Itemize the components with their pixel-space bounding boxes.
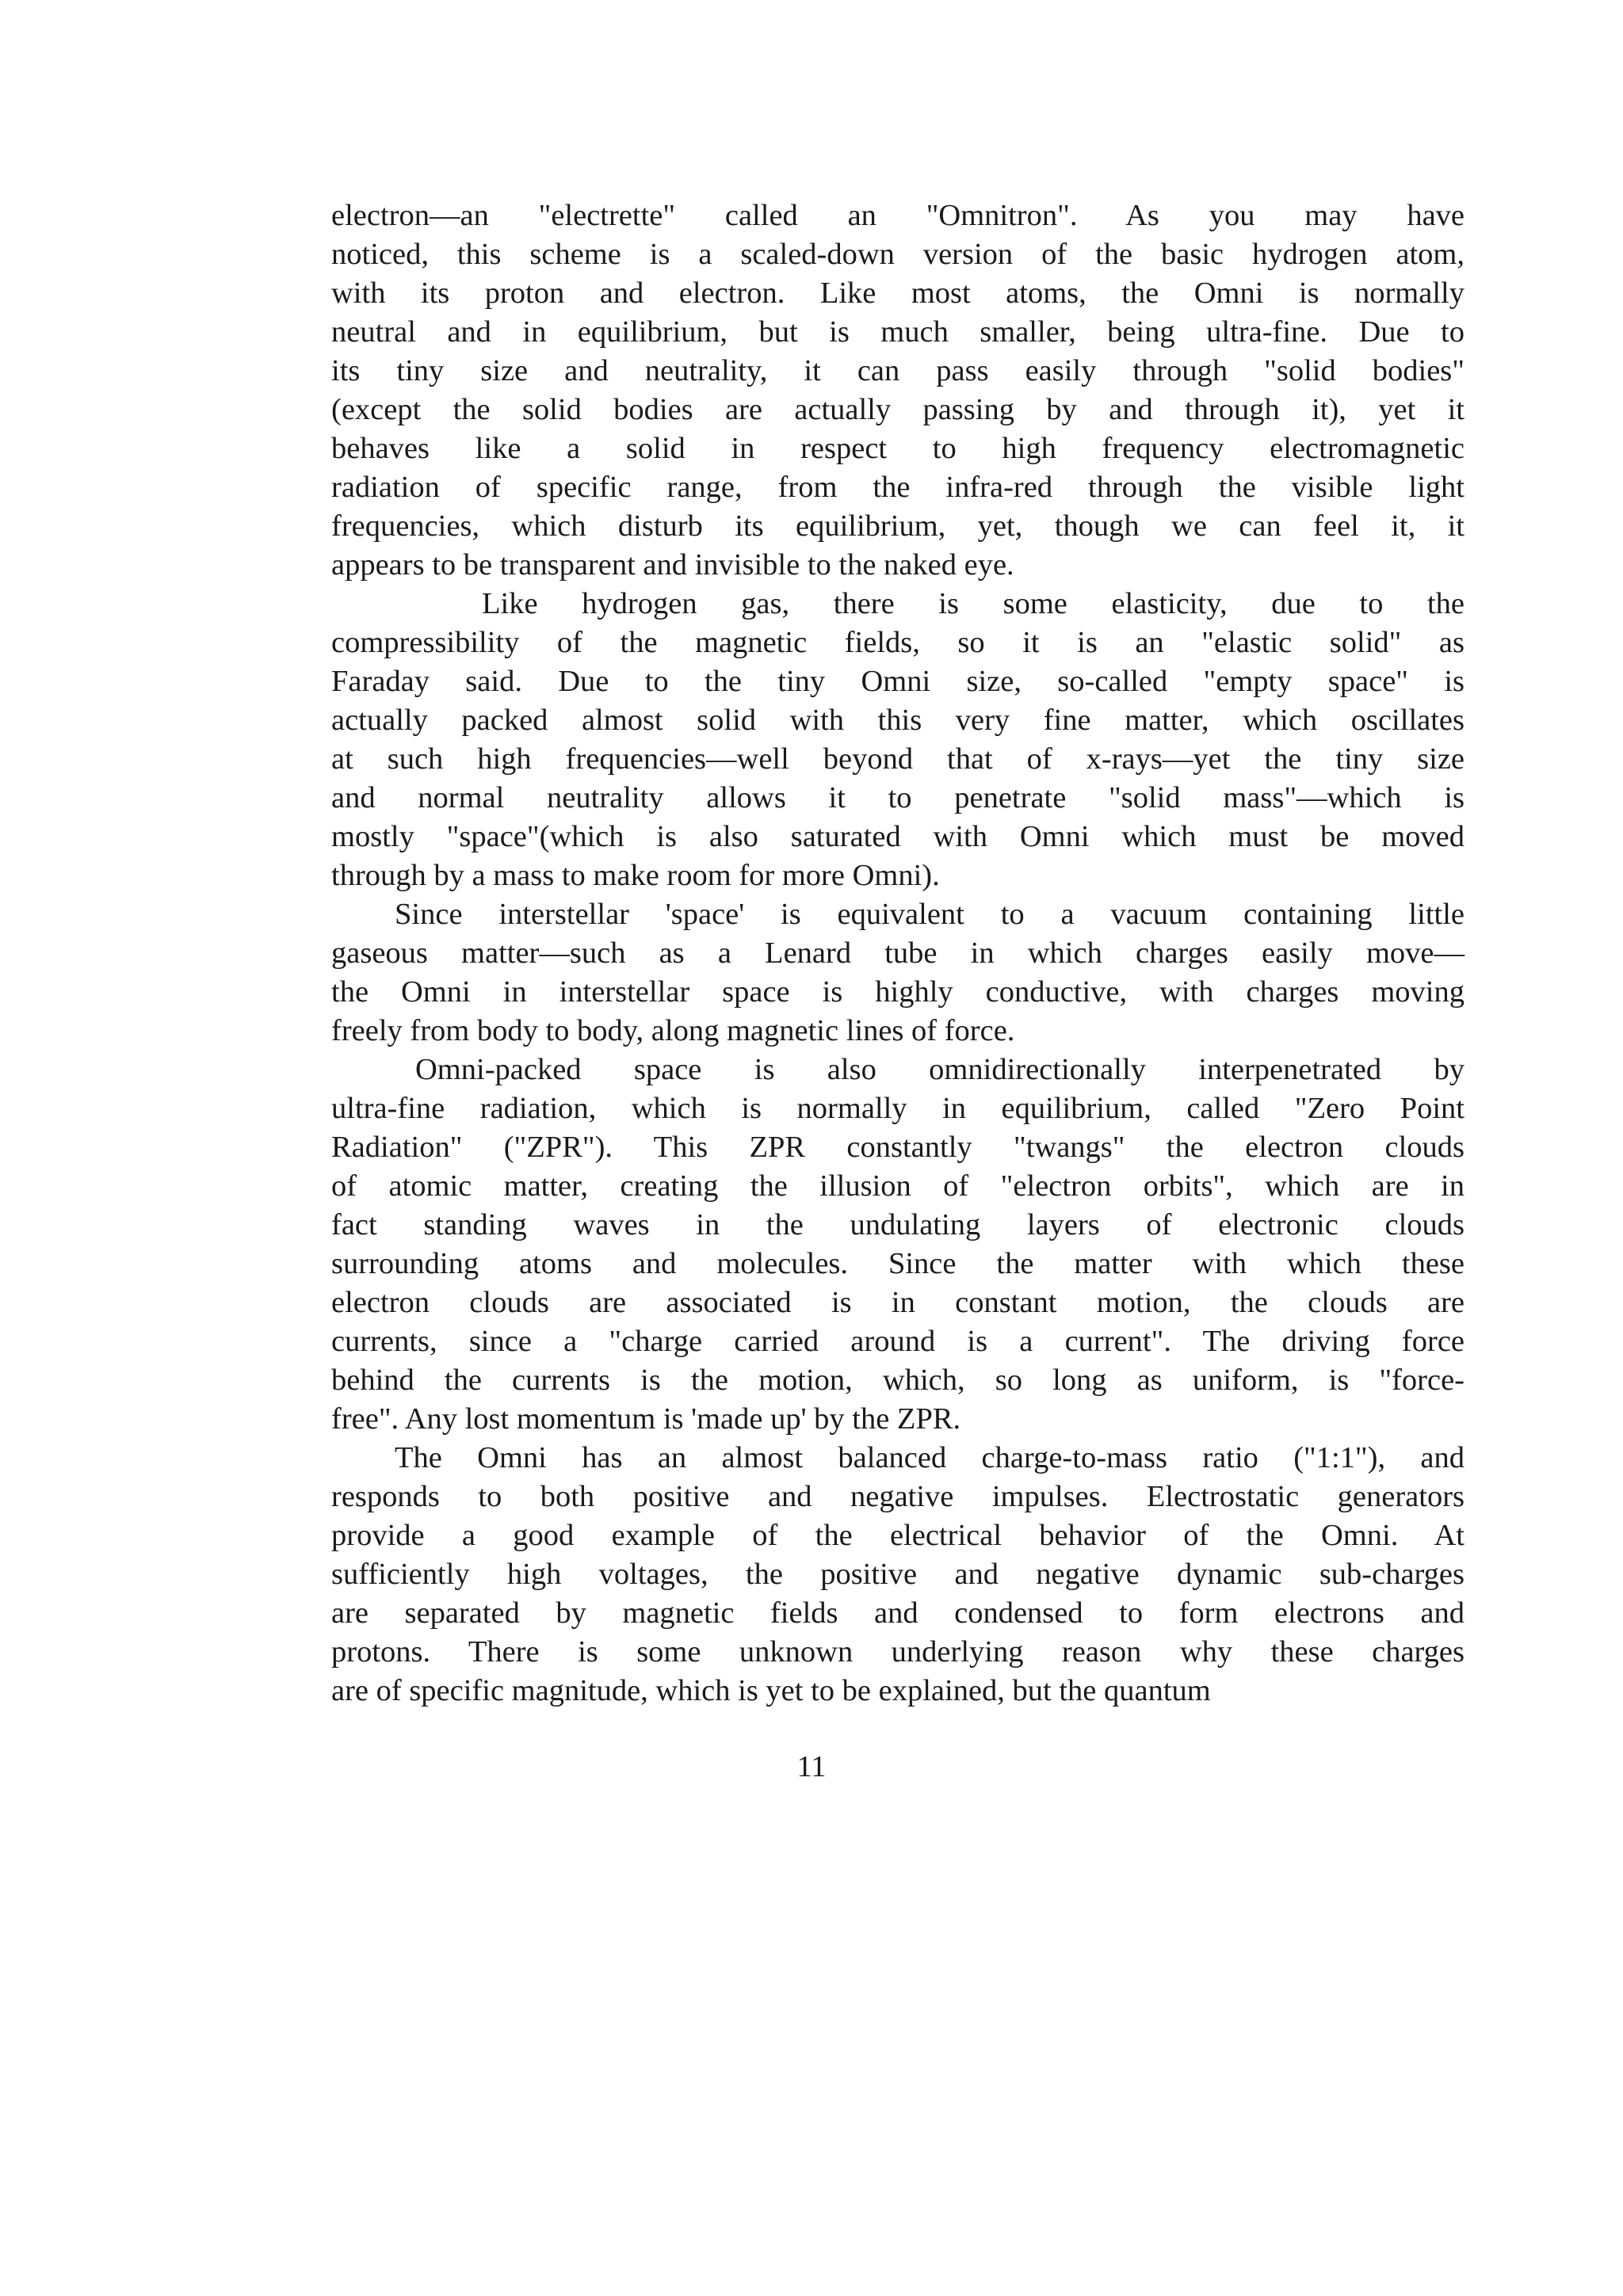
text-line: Faraday said. Due to the tiny Omni size, so-called "empty space" is	[331, 665, 1465, 698]
text-line: (except the solid bodies are actually passing by and through it), yet it	[331, 393, 1465, 426]
page-number: 11	[796, 1750, 827, 1783]
text-line: neutral and in equilibrium, but is much smaller, being ultra-fine. Due to	[331, 315, 1465, 349]
text-line: ultra-fine radiation, which is normally in equilibrium, called "Zero Point	[331, 1092, 1465, 1125]
text-line: appears to be transparent and invisible to the naked eye.	[331, 548, 1014, 582]
text-line: responds to both positive and negative impulses. Electrostatic generators	[331, 1480, 1465, 1513]
text-line: frequencies, which disturb its equilibrium, yet, though we can feel it, it	[331, 509, 1465, 543]
text-line: its tiny size and neutrality, it can pass easily through "solid bodies"	[331, 354, 1465, 387]
text-line: electron clouds are associated is in constant motion, the clouds are	[331, 1286, 1465, 1319]
text-line: sufficiently high voltages, the positive and negative dynamic sub-charges	[331, 1558, 1465, 1591]
text-line: provide a good example of the electrical behavior of the Omni. At	[331, 1519, 1465, 1552]
text-line: mostly "space"(which is also saturated with Omni which must be moved	[331, 820, 1465, 853]
text-line: of atomic matter, creating the illusion of "electron orbits", which are in	[331, 1169, 1465, 1203]
text-line: protons. There is some unknown underlying reason why these charges	[331, 1635, 1465, 1669]
body-text	[331, 196, 1465, 1711]
paragraph-4	[331, 1051, 1465, 1439]
text-line: free". Any lost momentum is 'made up' by the ZPR.	[331, 1402, 961, 1436]
paragraph-3	[331, 895, 1465, 1051]
text-line: fact standing waves in the undulating layers of electronic clouds	[331, 1208, 1465, 1241]
paragraph-5	[331, 1439, 1465, 1711]
text-line: radiation of specific range, from the infra-red through the visible light	[331, 471, 1465, 504]
text-line: surrounding atoms and molecules. Since the matter with which these	[331, 1247, 1465, 1280]
text-line: actually packed almost solid with this very fine matter, which oscillates	[331, 704, 1465, 737]
text-line: behaves like a solid in respect to high frequency electromagnetic	[331, 432, 1465, 465]
text-line: The Omni has an almost balanced charge-to-mass ratio ("1:1"), and	[395, 1441, 1465, 1474]
text-line: currents, since a "charge carried around is a current". The driving force	[331, 1325, 1465, 1358]
text-line: Omni-packed space is also omnidirectionally interpenetrated by	[415, 1053, 1465, 1086]
text-line: the Omni in interstellar space is highly conductive, with charges moving	[331, 975, 1465, 1009]
text-line: Since interstellar 'space' is equivalent to a vacuum containing little	[395, 898, 1465, 931]
paragraph-2	[331, 585, 1465, 895]
text-line: freely from body to body, along magnetic lines of force.	[331, 1014, 1015, 1047]
text-line: gaseous matter—such as a Lenard tube in which charges easily move—	[331, 936, 1465, 970]
text-line: are separated by magnetic fields and condensed to form electrons and	[331, 1596, 1465, 1630]
text-line: at such high frequencies—well beyond that of x-rays—yet the tiny size	[331, 742, 1465, 776]
text-line: through by a mass to make room for more Omni).	[331, 859, 940, 892]
text-line: noticed, this scheme is a scaled-down version of the basic hydrogen atom,	[331, 238, 1465, 271]
text-line: compressibility of the magnetic fields, so it is an "elastic solid" as	[331, 626, 1465, 659]
text-line: Radiation" ("ZPR"). This ZPR constantly "twangs" the electron clouds	[331, 1131, 1465, 1164]
paragraph-1	[331, 196, 1465, 585]
text-line: with its proton and electron. Like most atoms, the Omni is normally	[331, 277, 1465, 310]
text-line: and normal neutrality allows it to penetrate "solid mass"—which is	[331, 781, 1465, 814]
text-line: electron—an "electrette" called an "Omnitron". As you may have	[331, 199, 1465, 232]
text-line: behind the currents is the motion, which, so long as uniform, is "force-	[331, 1363, 1465, 1397]
text-line: Like hydrogen gas, there is some elasticity, due to the	[482, 587, 1465, 620]
text-line: are of specific magnitude, which is yet to be explained, but the quantum	[331, 1674, 1211, 1707]
